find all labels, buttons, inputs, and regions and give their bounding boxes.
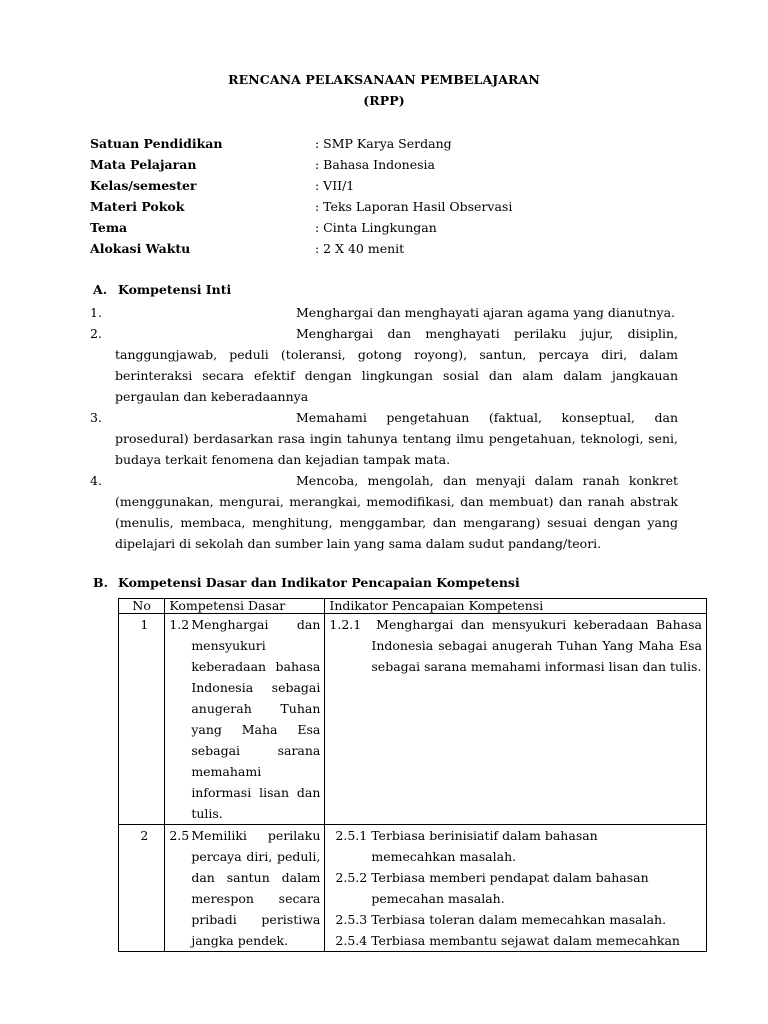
indicator-item xyxy=(335,825,702,867)
competency-table xyxy=(118,598,707,952)
kd-number: 1.2 xyxy=(169,617,190,632)
indicator-text: Menghargai dan mensyukuri keberadaan Bahasa Indonesia sebagai anugerah Tuhan Yang Maha Esa sebagai sarana memahami informasi lisan dan tulis. xyxy=(371,617,702,674)
list-item-number: 1. xyxy=(90,305,102,320)
indicator-text: Terbiasa berinisiatif dalam bahasan xyxy=(371,828,598,843)
list-item-number: 4. xyxy=(90,473,102,488)
column-header-indikator: Indikator Pencapaian Kompetensi xyxy=(325,599,707,614)
identity-value: : Bahasa Indonesia xyxy=(315,157,435,172)
indicator-continuation: pemecahan masalah. xyxy=(371,891,505,906)
indicator-text: Terbiasa membantu sejawat dalam memecahkan xyxy=(371,933,680,948)
document-title: RENCANA PELAKSANAAN PEMBELAJARAN xyxy=(228,72,540,87)
list-item-text: Menghargai dan menghayati perilaku jujur, disiplin, tanggungjawab, peduli (toleransi, gotong royong), santun, percaya diri, dalam berinteraksi secara efektif dengan lingkungan sosial dan alam dalam jangkauan pergaulan dan keberadaannya xyxy=(115,326,678,404)
kd-text: Memiliki perilaku percaya diri, peduli, dan santun dalam merespon secara pribadi peristiwa jangka pendek. xyxy=(191,828,321,948)
list-item-text: Memahami pengetahuan (faktual, konseptual, dan prosedural) berdasarkan rasa ingin tahunya tentang ilmu pengetahuan, teknologi, seni, budaya terkait fenomena dan kejadian tampak mata. xyxy=(115,410,678,467)
identity-row xyxy=(90,219,690,240)
document-subtitle: (RPP) xyxy=(363,93,405,108)
row-number: 1 xyxy=(119,614,165,825)
identity-label: Satuan Pendidikan xyxy=(90,136,223,151)
table-header-row xyxy=(119,599,707,614)
list-item xyxy=(90,407,678,470)
indikator-cell xyxy=(325,614,707,825)
indicator-continuation: memecahkan masalah. xyxy=(371,849,517,864)
section-title: Kompetensi Inti xyxy=(118,282,232,297)
identity-label: Alokasi Waktu xyxy=(90,241,191,256)
section-a-heading xyxy=(93,282,231,297)
table-row xyxy=(119,825,707,952)
indikator-cell xyxy=(325,825,707,952)
identity-value: : Cinta Lingkungan xyxy=(315,220,437,235)
list-item xyxy=(90,323,678,407)
identity-row xyxy=(90,135,690,156)
identity-block xyxy=(90,135,690,261)
indicator-item xyxy=(335,909,702,930)
column-header-no: No xyxy=(119,599,165,614)
kompetensi-dasar-cell xyxy=(165,614,325,825)
identity-value: : 2 X 40 menit xyxy=(315,241,405,256)
kompetensi-dasar-cell xyxy=(165,825,325,952)
identity-label: Mata Pelajaran xyxy=(90,157,197,172)
list-item xyxy=(90,470,678,554)
list-item-text: Mencoba, mengolah, dan menyaji dalam ranah konkret (menggunakan, mengurai, merangkai, memodifikasi, dan membuat) dan ranah abstrak (menulis, membaca, menghitung, menggambar, dan mengarang) sesuai dengan yang dipelajari di sekolah dan sumber lain yang sama dalam sudut pandang/teori. xyxy=(115,473,678,551)
identity-value: : VII/1 xyxy=(315,178,355,193)
list-item-number: 2. xyxy=(90,326,102,341)
row-number: 2 xyxy=(119,825,165,952)
table-row xyxy=(119,614,707,825)
identity-row xyxy=(90,177,690,198)
indicator-number: 2.5.4 xyxy=(335,933,368,948)
indicator-text: Terbiasa toleran dalam memecahkan masalah. xyxy=(371,912,667,927)
section-letter: B. xyxy=(93,575,108,590)
indicator-number: 2.5.3 xyxy=(335,912,368,927)
list-item xyxy=(90,302,678,323)
kd-number: 2.5 xyxy=(169,828,190,843)
list-item-number: 3. xyxy=(90,410,102,425)
section-b-heading xyxy=(93,575,520,590)
column-header-kompetensi-dasar: Kompetensi Dasar xyxy=(165,599,325,614)
indicator-item xyxy=(329,614,702,677)
identity-row xyxy=(90,156,690,177)
identity-label: Kelas/semester xyxy=(90,178,197,193)
section-title: Kompetensi Dasar dan Indikator Pencapaian Kompetensi xyxy=(118,575,520,590)
indicator-item xyxy=(335,930,702,951)
identity-value: : Teks Laporan Hasil Observasi xyxy=(315,199,513,214)
identity-value: : SMP Karya Serdang xyxy=(315,136,452,151)
kd-text: Menghargai dan mensyukuri keberadaan bahasa Indonesia sebagai anugerah Tuhan yang Maha Esa sebagai sarana memahami informasi lisan dan tulis. xyxy=(191,617,321,821)
indicator-number: 2.5.1 xyxy=(335,828,368,843)
identity-label: Materi Pokok xyxy=(90,199,185,214)
identity-label: Tema xyxy=(90,220,128,235)
identity-row xyxy=(90,198,690,219)
list-item-text: Menghargai dan menghayati ajaran agama yang dianutnya. xyxy=(296,305,676,320)
identity-row xyxy=(90,240,690,261)
kompetensi-inti-list xyxy=(90,302,678,554)
section-letter: A. xyxy=(93,282,108,297)
indicator-item xyxy=(335,867,702,909)
indicator-text: Terbiasa memberi pendapat dalam bahasan xyxy=(371,870,649,885)
indicator-number: 1.2.1 xyxy=(329,617,362,632)
indicator-number: 2.5.2 xyxy=(335,870,368,885)
